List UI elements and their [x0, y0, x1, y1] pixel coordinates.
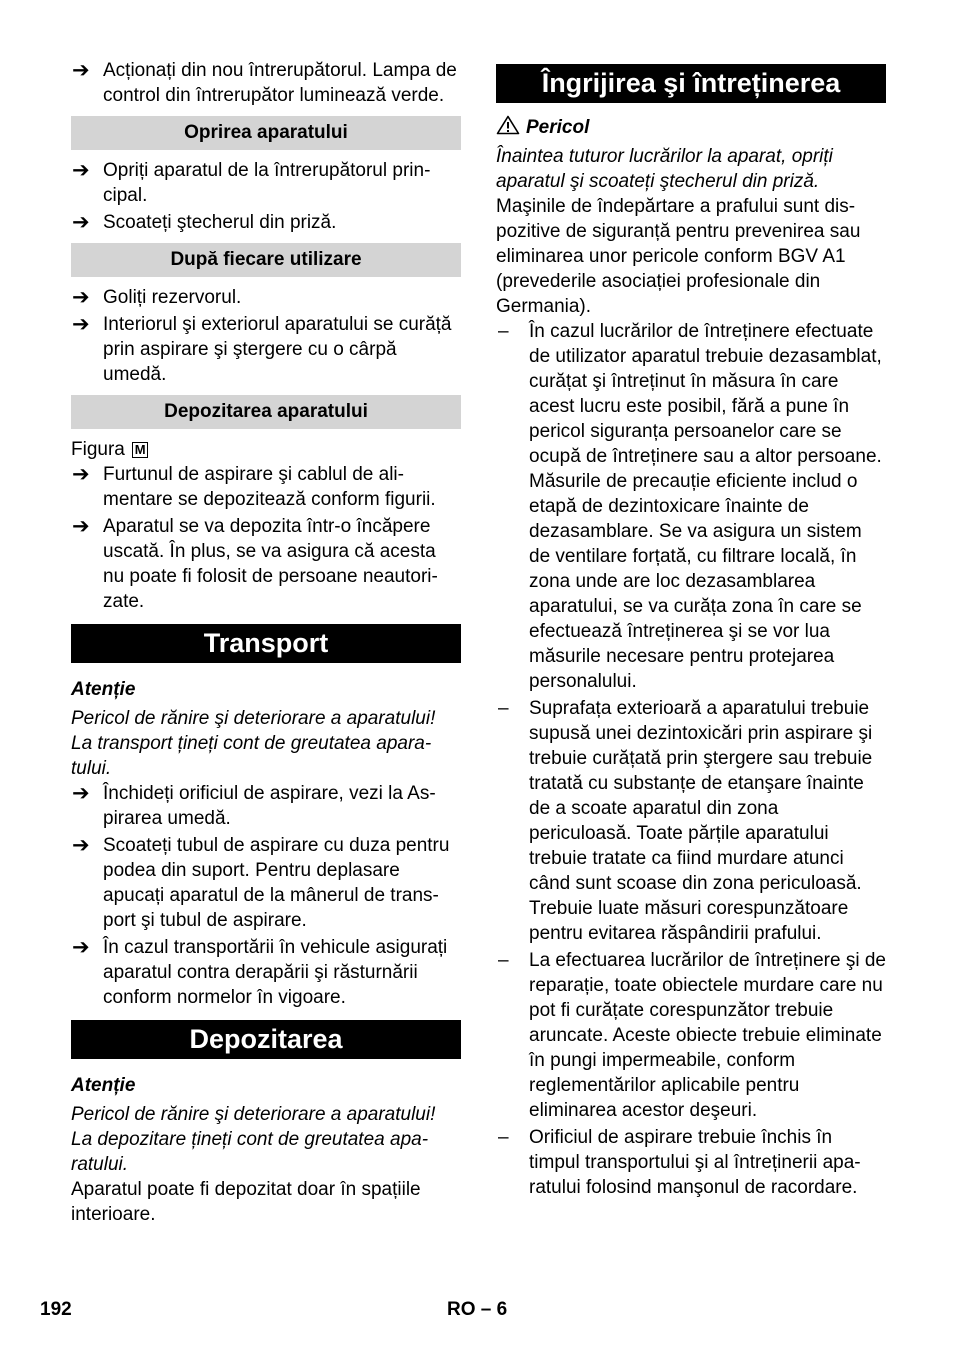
dash-list-item	[496, 319, 886, 694]
dash-list-item-text: La efectuarea lucrărilor de întreținere şi de reparație, toate obiectele murdare care nu pot fi curățate corespunzător trebuie aruncate. Aceste obiecte trebuie eliminate în pungi impermeabile, conform reglementărilor aplicabile pentru eliminarea acestor deşeuri.	[529, 950, 886, 1121]
arrow-icon: ➔	[72, 936, 90, 959]
arrow-icon: ➔	[72, 159, 90, 182]
caution-title: Atenție	[71, 679, 136, 700]
danger-title: Pericol	[526, 117, 590, 138]
list-item	[71, 935, 461, 1010]
dash-list-item	[496, 948, 886, 1123]
list-item	[71, 285, 461, 310]
section-heading-dupa-utilizare: După fiecare utilizare	[71, 243, 461, 277]
section-heading-depozitarea: Depozitarea	[71, 1020, 461, 1059]
dash-list-item	[496, 1125, 886, 1200]
caution-text: Pericol de rănire şi deteriorare a aparatului! La depozitare țineți cont de greutatea aparatului.	[71, 1104, 436, 1175]
section-heading-oprirea: Oprirea aparatului	[71, 116, 461, 150]
arrow-icon: ➔	[72, 834, 90, 857]
arrow-icon: ➔	[72, 313, 90, 336]
caution-text: Pericol de rănire şi deteriorare a aparatului! La transport țineți cont de greutatea aparatului.	[71, 708, 436, 779]
dash-list-item	[496, 696, 886, 946]
warning-triangle-icon	[496, 115, 520, 135]
caution-title: Atenție	[71, 1075, 136, 1096]
list-item-text: În cazul transportării în vehicule asigurați aparatul contra derapării şi răsturnării conform normelor în vigoare.	[103, 937, 448, 1008]
section-heading-ingrijire: Îngrijirea şi întreținerea	[496, 64, 886, 103]
dash-bullet: –	[498, 321, 509, 342]
dash-bullet: –	[498, 950, 509, 971]
arrow-icon: ➔	[72, 286, 90, 309]
section-heading-depozitarea-aparatului: Depozitarea aparatului	[71, 395, 461, 429]
figure-reference	[71, 437, 461, 462]
list-item	[71, 514, 461, 614]
right-column	[496, 58, 886, 1202]
list-item-text: Opriți aparatul de la întrerupătorul principal.	[103, 160, 431, 206]
dash-bullet: –	[498, 1127, 509, 1148]
list-item-text: Aparatul se va depozita într-o încăpere uscată. În plus, se va asigura că acesta nu poate fi folosit de persoane neautorizate.	[103, 516, 438, 612]
left-column	[71, 58, 461, 1227]
list-item	[71, 781, 461, 831]
list-item-text: Furtunul de aspirare şi cablul de alimentare se depozitează conform figurii.	[103, 464, 436, 510]
list-item-text: Goliți rezervorul.	[103, 287, 242, 308]
arrow-icon: ➔	[72, 515, 90, 538]
page-number: 192	[40, 1299, 72, 1320]
list-item	[71, 210, 461, 235]
dash-list-item-text: În cazul lucrărilor de întreținere efectuate de utilizator aparatul trebuie dezasamblat, curățat şi întreținut în măsura în care acest lucru este posibil, fără a pune în pericol siguranța persoanelor care se ocupă de întreținere sau a altor persoane. Măsurile de precauție eficiente includ o etapă de dezintoxicare înainte de dezasamblare. Se va asigura un sistem de ventilare forțată, cu filtrare locală, în zona unde are loc dezasamblarea aparatului, se va curăța zona în care se efectuează întreținerea şi se vor lua măsurile necesare pentru protejarea personalului.	[529, 321, 882, 692]
body-paragraph: Aparatul poate fi depozitat doar în spațiile interioare.	[71, 1179, 421, 1225]
figure-ref-badge: M	[132, 442, 148, 458]
list-item	[71, 312, 461, 387]
list-item	[71, 158, 461, 208]
list-item	[71, 462, 461, 512]
list-item	[71, 58, 461, 108]
figure-label: Figura	[71, 439, 125, 460]
arrow-icon: ➔	[72, 782, 90, 805]
dash-list-item-text: Suprafața exterioară a aparatului trebuie supusă unei dezintoxicări prin aspirare şi trebuie curățată prin ştergere sau trebuie tratată cu substanțe de etanşare înainte de a scoate aparatul din zona periculoasă. Toate părțile aparatului trebuie tratate ca fiind murdare atunci când sunt scoase din zona periculoasă. Trebuie luate măsuri corespunzătoare pentru evitarea răspândirii prafului.	[529, 698, 873, 944]
dash-bullet: –	[498, 698, 509, 719]
section-label: RO – 6	[447, 1299, 508, 1320]
arrow-icon: ➔	[72, 211, 90, 234]
list-item	[71, 833, 461, 933]
danger-text: Înaintea tuturor lucrărilor la aparat, opriți aparatul şi scoateți ştecherul din priză.	[496, 146, 833, 192]
list-item-text: Acționați din nou întrerupătorul. Lampa de control din întrerupător luminează verde.	[103, 60, 457, 106]
section-heading-transport: Transport	[71, 624, 461, 663]
dash-list-item-text: Orificiul de aspirare trebuie închis în timpul transportului şi al întreținerii aparatului folosind manşonul de racordare.	[529, 1127, 861, 1198]
list-item-text: Interiorul şi exteriorul aparatului se curăță prin aspirare şi ştergere cu o cârpă umedă.	[103, 314, 452, 385]
body-paragraph: Maşinile de îndepărtare a prafului sunt dispozitive de siguranță pentru prevenirea sau eliminarea unor pericole conform BGV A1 (prevederile asociației profesionale din Germania).	[496, 196, 861, 317]
arrow-icon: ➔	[72, 463, 90, 486]
list-item-text: Scoateți tubul de aspirare cu duza pentru podea din suport. Pentru deplasare apucați aparatul de la mânerul de transport şi tubul de aspirare.	[103, 835, 450, 931]
danger-title-row	[496, 115, 886, 140]
list-item-text: Închideți orificiul de aspirare, vezi la Aspirarea umedă.	[103, 783, 436, 829]
arrow-icon: ➔	[72, 59, 90, 82]
list-item-text: Scoateți ştecherul din priză.	[103, 212, 337, 233]
